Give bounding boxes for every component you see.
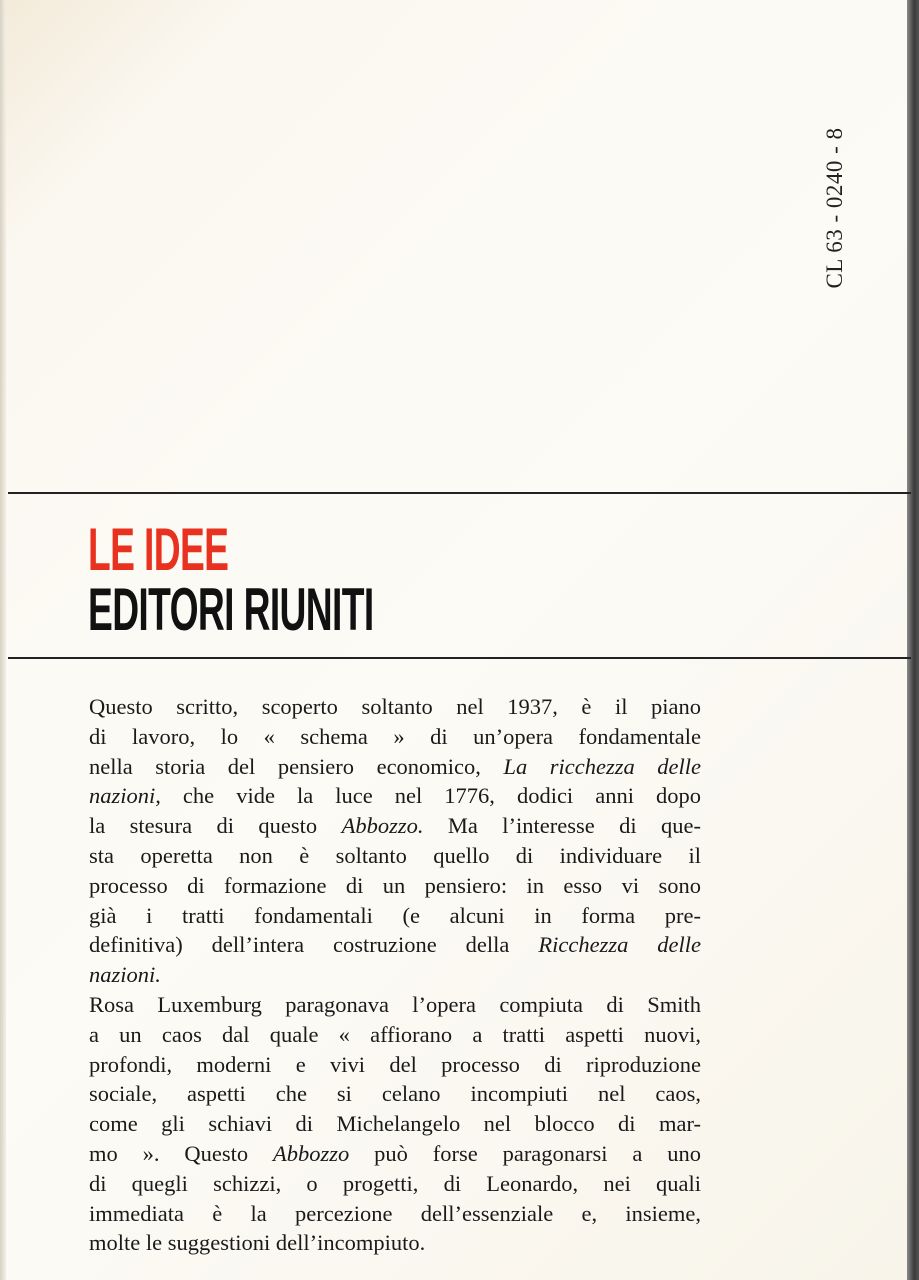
text-segment: di lavoro, lo « schema » di un’opera fondamentale [89,723,701,749]
text-segment: sociale, aspetti che si celano incompiuti nel caos, [89,1081,701,1107]
spine-edge [907,0,919,1280]
blurb-line [89,1020,701,1050]
blurb-line [89,752,701,782]
text-segment: mo ». Questo [89,1140,273,1166]
text-segment: nella storia del pensiero economico, [89,753,504,779]
blurb-line [89,841,701,871]
blurb-line [89,1050,701,1080]
blurb-line [89,1199,701,1229]
catalog-code: CL 63 - 0240 - 8 [822,127,847,289]
text-segment: processo di formazione di un pensiero: in esso vi sono [89,872,701,898]
series-title: LE IDEE [88,516,229,583]
text-segment: immediata è la percezione dell’essenziale e, insieme, [89,1200,701,1226]
blurb-line [89,1169,701,1199]
italic-title-text: nazioni. [89,962,161,988]
text-segment: Ma l’interesse di que- [423,813,702,839]
blurb-line [89,960,701,990]
text-segment: la stesura di questo [89,813,342,839]
text-segment: profondi, moderni e vivi del processo di riproduzione [89,1051,701,1077]
blurb-line [89,1228,701,1258]
blurb-line [89,1109,701,1139]
blurb-line [89,930,701,960]
blurb-line [89,811,701,841]
blurb-line [89,871,701,901]
text-segment: Rosa Luxemburg paragonava l’opera compiuta di Smith [89,991,701,1017]
blurb-line [89,1079,701,1109]
italic-title-text: Abbozzo [272,1140,350,1166]
italic-title-text: nazioni, [89,783,161,809]
publisher-name: EDITORI RIUNITI [88,576,374,643]
italic-title-text: La ricchezza delle [503,753,701,779]
blurb-line [89,722,701,752]
blurb-text [89,692,701,1258]
text-segment: già i tratti fondamentali (e alcuni in forma pre- [89,902,701,928]
blurb-line [89,1139,701,1169]
text-segment: di quegli schizzi, o progetti, di Leonardo, nei quali [89,1170,701,1196]
blurb-line [89,781,701,811]
text-segment: Questo scritto, scoperto soltanto nel 1937, è il piano [89,694,701,719]
text-segment: sta operetta non è soltanto quello di individuare il [89,842,701,868]
text-segment: molte le suggestioni dell’incompiuto. [89,1230,426,1256]
text-segment: come gli schiavi di Michelangelo nel blocco di mar- [89,1111,701,1137]
text-segment: definitiva) dell’intera costruzione della [89,932,539,958]
bottom-divider [8,657,911,659]
top-divider [8,492,911,494]
blurb-line [89,901,701,931]
cover-left-edge [0,0,6,1280]
italic-title-text: Abbozzo. [341,813,424,839]
blurb-line [89,692,701,722]
text-segment: può forse paragonarsi a uno [349,1140,702,1166]
blurb-line [89,990,701,1020]
text-segment: a un caos dal quale « affiorano a tratti aspetti nuovi, [89,1021,701,1047]
italic-title-text: Ricchezza delle [538,932,701,958]
text-segment: che vide la luce nel 1776, dodici anni dopo [160,783,701,809]
